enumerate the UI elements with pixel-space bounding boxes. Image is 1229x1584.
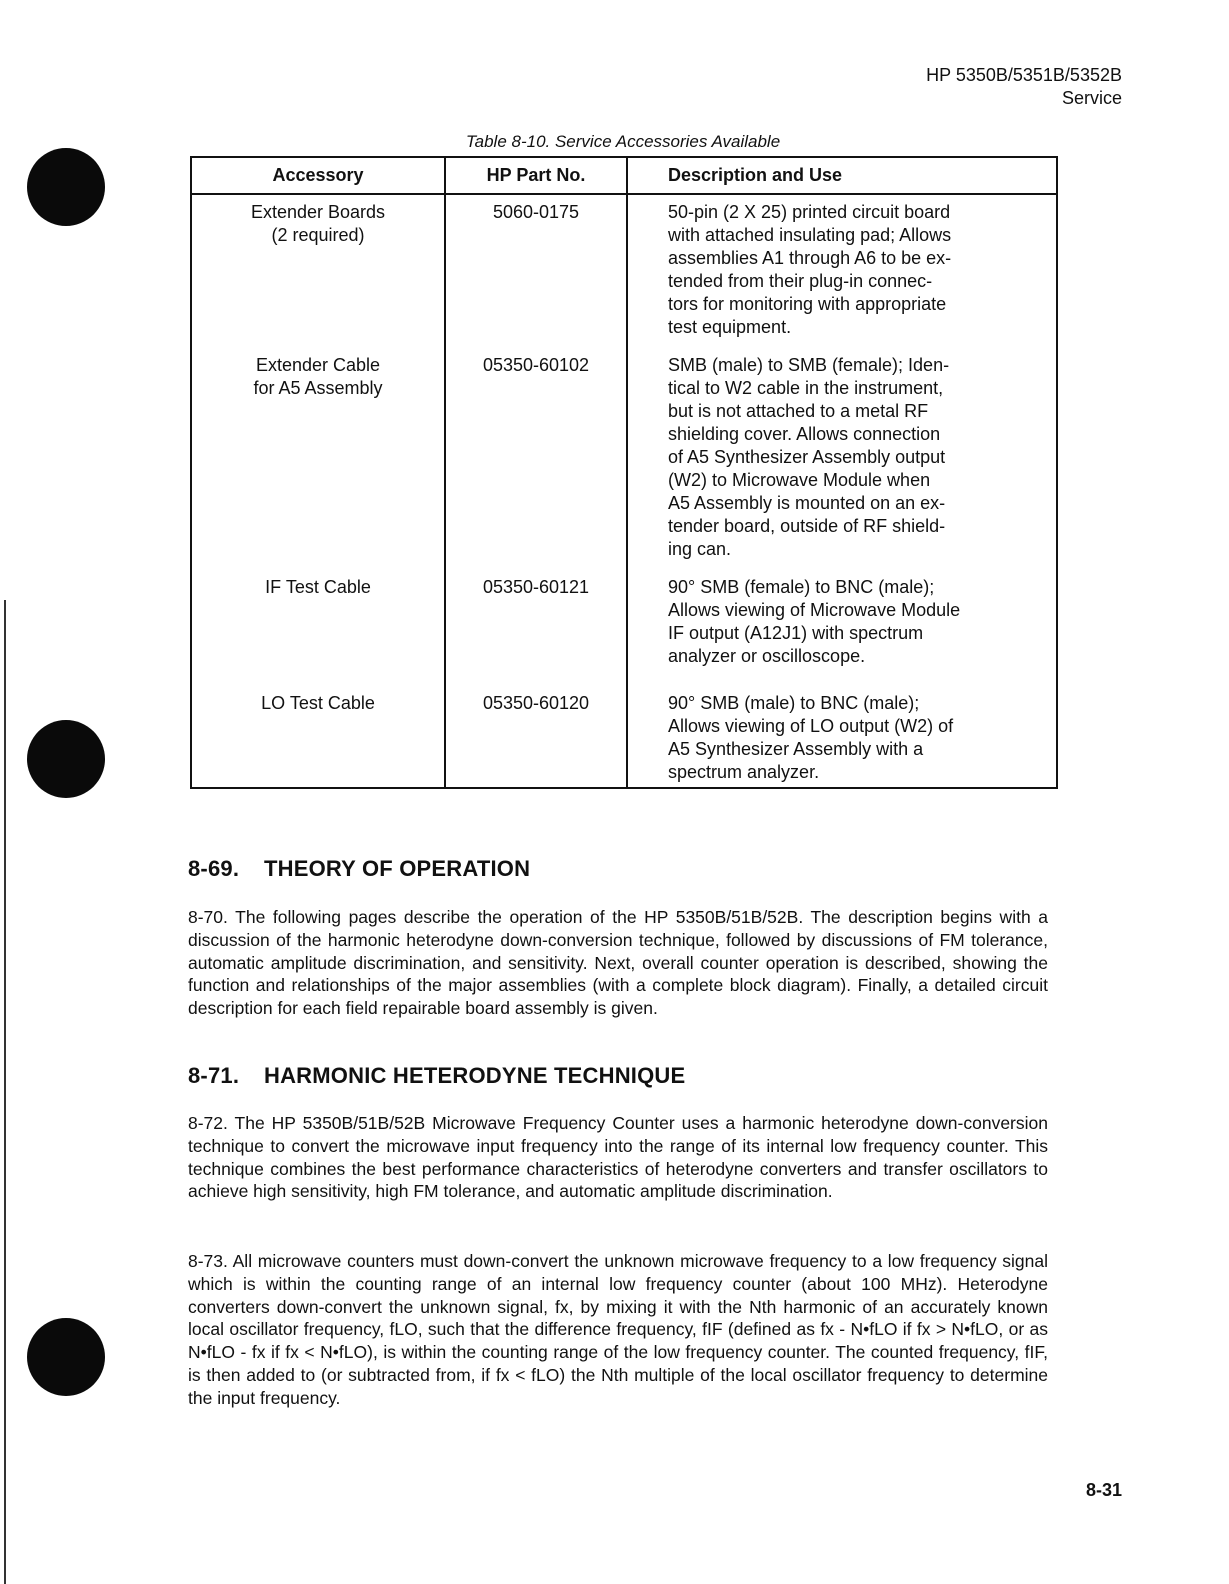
table-header-row bbox=[191, 157, 1057, 194]
binder-hole-top bbox=[27, 148, 105, 226]
accessory-cell: IF Test Cable bbox=[265, 577, 371, 597]
part-number-cell: 05350-60102 bbox=[482, 355, 590, 375]
table-row bbox=[191, 692, 1057, 788]
section-number: 8-69. bbox=[188, 856, 240, 881]
header-model: HP 5350B/5351B/5352B bbox=[926, 65, 1122, 85]
column-header-part-no: HP Part No. bbox=[445, 157, 627, 194]
paragraph-8-73: 8-73. All microwave counters must down-convert the unknown microwave frequency to a low frequency signal which is within the counting range of an internal low frequency counter (about 100 MHz). Heterodyne converters down-convert the unknown signal, fx, by mixing it with the Nth harmonic of an accurately known local oscillator frequency, fLO, such that the difference frequency, fIF (defined as fx - N•fLO if fx > N•fLO, or as N•fLO - fx if fx < N•fLO), is within the counting range of the low frequency counter. The counted frequency, fIF, is then added to (or subtracted from, if fx < fLO) the Nth multiple of the local oscillator frequency to determine the input frequency. bbox=[188, 1251, 1048, 1408]
column-header-description: Description and Use bbox=[627, 157, 1057, 194]
section-heading-theory bbox=[188, 856, 530, 882]
accessory-cell: Extender Cable for A5 Assembly bbox=[253, 355, 383, 398]
binder-hole-middle bbox=[27, 720, 105, 798]
header-section: Service bbox=[1061, 88, 1122, 108]
section-title: THEORY OF OPERATION bbox=[264, 856, 531, 881]
section-number: 8-71. bbox=[188, 1063, 240, 1088]
part-number-cell: 05350-60120 bbox=[482, 693, 590, 713]
section-title: HARMONIC HETERODYNE TECHNIQUE bbox=[264, 1063, 686, 1088]
table-row bbox=[191, 194, 1057, 354]
description-cell: 50-pin (2 X 25) printed circuit board with attached insulating pad; Allows assemblies A1 through A6 to be ex- tended from their plug-in connec- tors for monitoring with appropriate test equipment. bbox=[668, 202, 952, 337]
accessory-cell: LO Test Cable bbox=[261, 693, 375, 713]
part-number-cell: 5060-0175 bbox=[492, 202, 580, 222]
table-row bbox=[191, 576, 1057, 692]
description-cell: 90° SMB (male) to BNC (male); Allows viewing of LO output (W2) of A5 Synthesizer Assembly with a spectrum analyzer. bbox=[668, 693, 954, 782]
accessory-cell: Extender Boards (2 required) bbox=[250, 202, 386, 245]
table-caption: Table 8-10. Service Accessories Available bbox=[465, 132, 781, 151]
description-cell: 90° SMB (female) to BNC (male); Allows viewing of Microwave Module IF output (A12J1) with spectrum analyzer or oscilloscope. bbox=[668, 577, 961, 666]
accessories-table-wrap bbox=[190, 156, 1056, 789]
part-number-cell: 05350-60121 bbox=[482, 577, 590, 597]
column-header-accessory: Accessory bbox=[191, 157, 445, 194]
paragraph-8-70: 8-70. The following pages describe the operation of the HP 5350B/51B/52B. The description begins with a discussion of the harmonic heterodyne down-conversion technique, followed by discussions of FM tolerance, automatic amplitude discrimination, and sensitivity. Next, overall counter operation is described, showing the function and relationships of the major assemblies (with a complete block diagram). Finally, a detailed circuit description for each field repairable board assembly is given. bbox=[188, 907, 1048, 1019]
paragraph-8-72: 8-72. The HP 5350B/51B/52B Microwave Frequency Counter uses a harmonic heterodyne down-conversion technique to convert the microwave input frequency into the range of its internal low frequency counter. This technique combines the best performance characteristics of heterodyne converters and transfer oscillators to achieve high sensitivity, high FM tolerance, and automatic amplitude discrimination. bbox=[188, 1113, 1048, 1202]
table-row bbox=[191, 354, 1057, 576]
accessories-table bbox=[190, 156, 1058, 789]
binder-hole-bottom bbox=[27, 1318, 105, 1396]
description-cell: SMB (male) to SMB (female); Iden- tical to W2 cable in the instrument, but is not attached to a metal RF shielding cover. Allows connection of A5 Synthesizer Assembly output (W2) to Microwave Module when A5 Assembly is mounted on an ex- tender board, outside of RF shield- ing can. bbox=[668, 355, 950, 559]
running-header bbox=[926, 64, 1122, 110]
page-number: 8-31 bbox=[1085, 1480, 1122, 1500]
section-heading-harmonic bbox=[188, 1063, 685, 1089]
scan-edge-line bbox=[4, 600, 6, 1584]
